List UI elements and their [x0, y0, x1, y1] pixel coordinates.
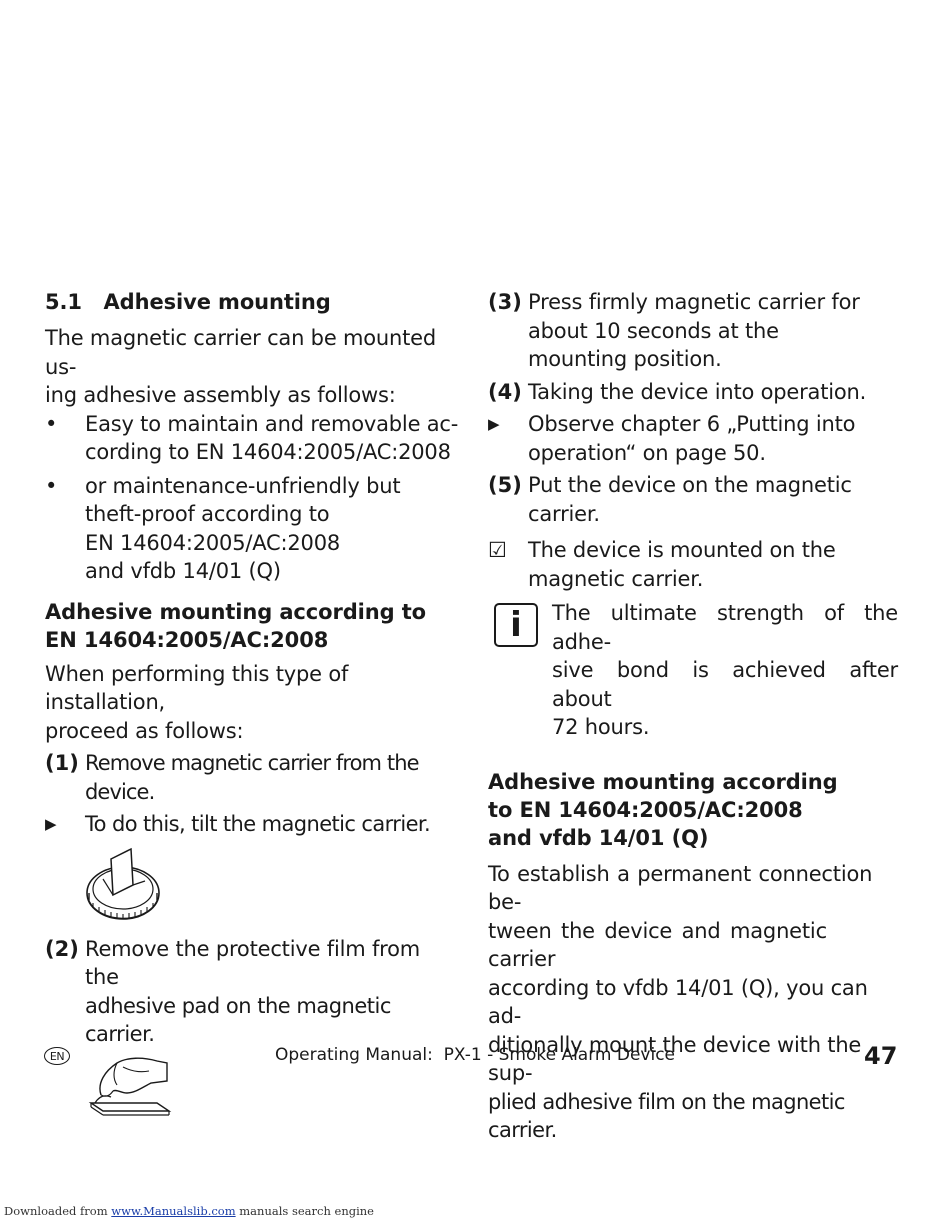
- bullet-symbol: •: [45, 473, 58, 498]
- arrow-right-icon: ▶: [488, 415, 500, 433]
- step-number: (1): [45, 751, 79, 775]
- step-number: (4): [488, 379, 522, 404]
- right-column: [488, 288, 898, 1145]
- bullet-item: [45, 472, 460, 586]
- subsection-title-line: Adhesive mounting according: [488, 769, 838, 794]
- bullet-line: cording to EN 14604:2005/AC:2008: [85, 440, 451, 464]
- step-number: (3): [488, 290, 522, 314]
- info-line: 72 hours.: [552, 715, 650, 739]
- hint-line: Observe chapter 6 „Putting into: [528, 412, 856, 436]
- arrow-right-icon: ▶: [45, 815, 57, 833]
- step-3: [488, 288, 898, 374]
- paragraph-line: plied adhesive film on the magnetic carrier.: [488, 1089, 845, 1142]
- step-number: (2): [45, 936, 79, 961]
- step-1: [45, 749, 460, 806]
- download-suffix: manuals search engine: [235, 1204, 374, 1218]
- bullet-line: or maintenance-unfriendly but: [85, 473, 401, 498]
- bullet-symbol: •: [45, 411, 58, 436]
- bullet-line: Easy to maintain and removable ac-: [85, 411, 459, 436]
- paragraph-line: ditionally mount the device with the sup-: [488, 1032, 862, 1085]
- subsection-intro-line: When performing this type of installation,: [45, 661, 349, 714]
- result-line: magnetic carrier.: [528, 566, 704, 591]
- step-2: [45, 935, 460, 1049]
- step-line: Put the device on the magnetic: [528, 473, 852, 497]
- info-icon: i: [494, 603, 538, 647]
- step-1-hint: [45, 810, 460, 839]
- footer-manual-title: Operating Manual: PX-1 - Smoke Alarm Device: [274, 1045, 676, 1065]
- step-text: Taking the device into operation.: [528, 379, 867, 404]
- language-badge: EN: [44, 1047, 70, 1065]
- carrier-tilt-illustration: [85, 845, 165, 925]
- download-note: [4, 1204, 374, 1218]
- step-5: [488, 471, 898, 528]
- paragraph-line: To establish a permanent connection be-: [488, 861, 873, 914]
- subsection-paragraph: [488, 860, 898, 1145]
- hint-text: To do this, tilt the magnetic carrier.: [85, 812, 431, 836]
- step-line: Press firmly magnetic carrier for: [528, 290, 860, 314]
- manualslib-link[interactable]: www.Manualslib.com: [111, 1204, 236, 1218]
- paragraph-line: tween the device and magnetic carrier: [488, 918, 827, 971]
- paragraph-line: according to vfdb 14/01 (Q), you can ad-: [488, 975, 868, 1028]
- bullet-item: [45, 410, 460, 467]
- result-line: The device is mounted on the: [528, 538, 836, 562]
- bullet-line: theft-proof according to: [85, 502, 330, 526]
- magnetic-carrier-icon: [85, 845, 165, 925]
- intro-line: The magnetic carrier can be mounted us-: [45, 326, 437, 379]
- hint-line: operation“ on page 50.: [528, 440, 766, 465]
- step-line: mounting position.: [528, 347, 722, 371]
- info-note: [488, 599, 898, 742]
- subsection-title-line: EN 14604:2005/AC:2008: [45, 627, 329, 652]
- subsection-intro-line: proceed as follows:: [45, 718, 244, 743]
- left-column: [45, 288, 460, 1117]
- info-line: sive bond is achieved after about: [552, 658, 898, 711]
- info-line: The ultimate strength of the adhe-: [552, 601, 898, 654]
- download-prefix: Downloaded from: [4, 1204, 112, 1218]
- subsection-title: [488, 768, 898, 852]
- intro-line: ing adhesive assembly as follows:: [45, 383, 396, 407]
- step-line: adhesive pad on the magnetic carrier.: [85, 993, 391, 1046]
- checkbox-checked-icon: ☑: [488, 538, 507, 562]
- step-text: Remove magnetic carrier from the device.: [85, 751, 419, 804]
- step-line: Remove the protective film from the: [85, 936, 421, 989]
- step-4: [488, 378, 898, 407]
- subsection-title: [45, 598, 460, 654]
- step-number: (5): [488, 473, 522, 497]
- bullet-line: EN 14604:2005/AC:2008: [85, 530, 341, 555]
- step-line: carrier.: [528, 501, 600, 526]
- subsection-title-line: and vfdb 14/01 (Q): [488, 825, 709, 850]
- bullet-line: and vfdb 14/01 (Q): [85, 559, 281, 583]
- page-number: 47: [864, 1042, 898, 1070]
- result: [488, 536, 898, 593]
- subsection-title-line: Adhesive mounting according to: [45, 599, 426, 624]
- section-title: 5.1 Adhesive mounting: [45, 290, 331, 314]
- step-4-hint: [488, 410, 898, 467]
- intro-paragraph: [45, 324, 460, 410]
- subsection-title-line: to EN 14604:2005/AC:2008: [488, 797, 803, 822]
- step-line: about 10 seconds at the: [528, 318, 779, 343]
- subsection-intro: [45, 660, 460, 746]
